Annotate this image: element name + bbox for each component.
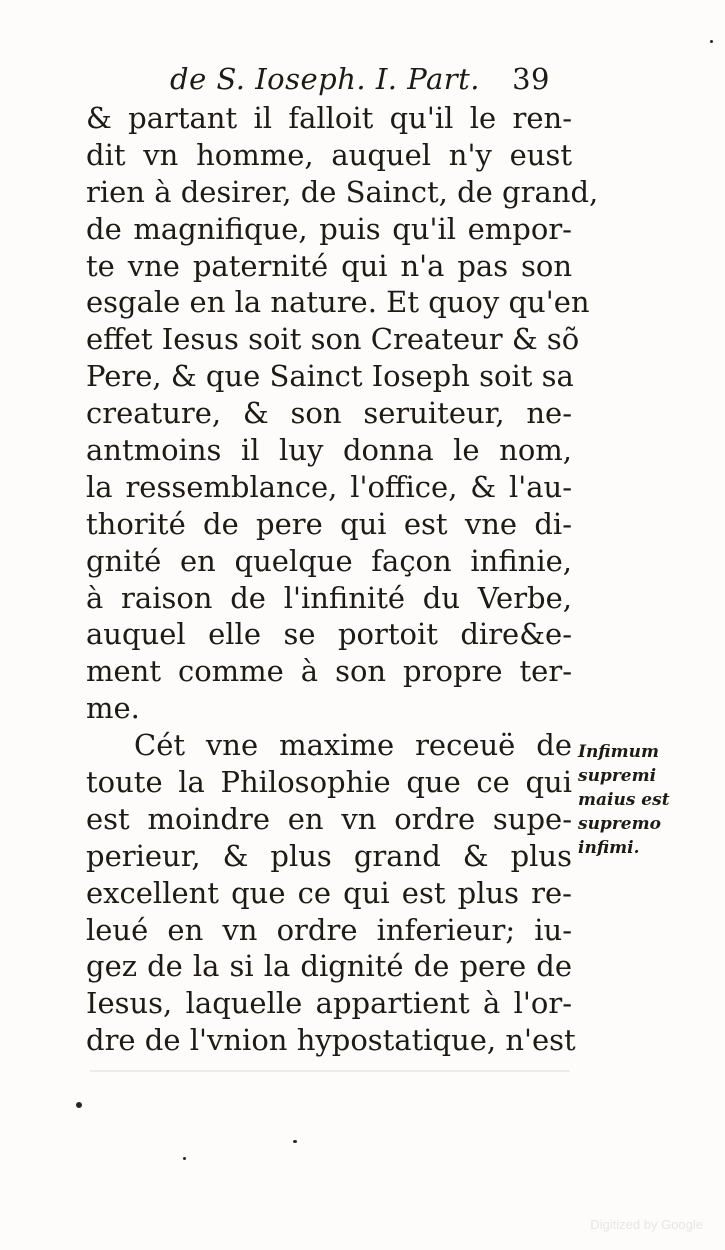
text-line: Iesus, laquelle appartient à l'or- (86, 986, 572, 1021)
running-head (170, 62, 550, 102)
text-line: creature, & son seruiteur, ne- (86, 396, 572, 431)
text-line: thorité de pere qui est vne di- (86, 506, 572, 541)
text-line: me. (86, 691, 140, 726)
text-line: auquel elle se portoit dire&e- (86, 617, 572, 652)
margin-note-line: supremo (578, 814, 661, 834)
text-line: dit vn homme, auquel n'y eust (86, 137, 572, 172)
text-line: ment comme à son propre ter- (86, 654, 572, 689)
margin-note-line: Infimum (578, 742, 660, 762)
text-line: la ressemblance, l'office, & l'au- (86, 469, 572, 504)
margin-note (578, 740, 718, 860)
text-line: perieur, & plus grand & plus (86, 838, 572, 873)
text-line: te vne paternité qui n'a pas son (86, 248, 572, 283)
text-line: antmoins il luy donna le nom, (86, 433, 572, 468)
ink-speck (183, 1157, 186, 1160)
text-line: rien à desirer, de Sainct, de grand, (86, 174, 599, 209)
text-line: est moindre en vn ordre supe- (86, 801, 572, 836)
page-number: 39 (512, 62, 550, 96)
paragraph-first-line: Cét vne maxime receuë de (134, 728, 572, 763)
text-line: de magnifique, puis qu'il empor- (86, 211, 572, 246)
text-line: & partant il falloit qu'il le ren- (86, 101, 572, 135)
margin-note-line: maius est (578, 790, 670, 810)
margin-note-line: infimi. (578, 838, 640, 858)
body-text (86, 100, 599, 1059)
text-line: dre de l'vnion hypostatique, n'est (86, 1023, 576, 1058)
margin-note-line: supremi (578, 766, 657, 786)
text-line: leué en vn ordre inferieur; iu- (86, 912, 572, 947)
text-line: gnité en quelque façon infinie, (86, 543, 572, 578)
text-line: gez de la si la dignité de pere de (86, 949, 572, 984)
text-line: à raison de l'infinité du Verbe, (86, 580, 572, 615)
ink-speck (710, 40, 713, 43)
text-line: effet Iesus soit son Createur & sõ (86, 322, 580, 357)
text-line: excellent que ce qui est plus re- (86, 875, 572, 910)
text-line: esgale en la nature. Et quoy qu'en (86, 285, 590, 320)
bleed-through-line (90, 1070, 570, 1072)
ink-speck (293, 1140, 297, 1143)
text-line: toute la Philosophie que ce qui (86, 765, 572, 800)
ink-speck (76, 1102, 82, 1108)
running-head-title: de S. Ioseph. I. Part. (170, 62, 480, 96)
text-line: Pere, & que Sainct Ioseph soit sa (86, 359, 574, 394)
watermark: Digitized by Google (590, 1217, 703, 1232)
